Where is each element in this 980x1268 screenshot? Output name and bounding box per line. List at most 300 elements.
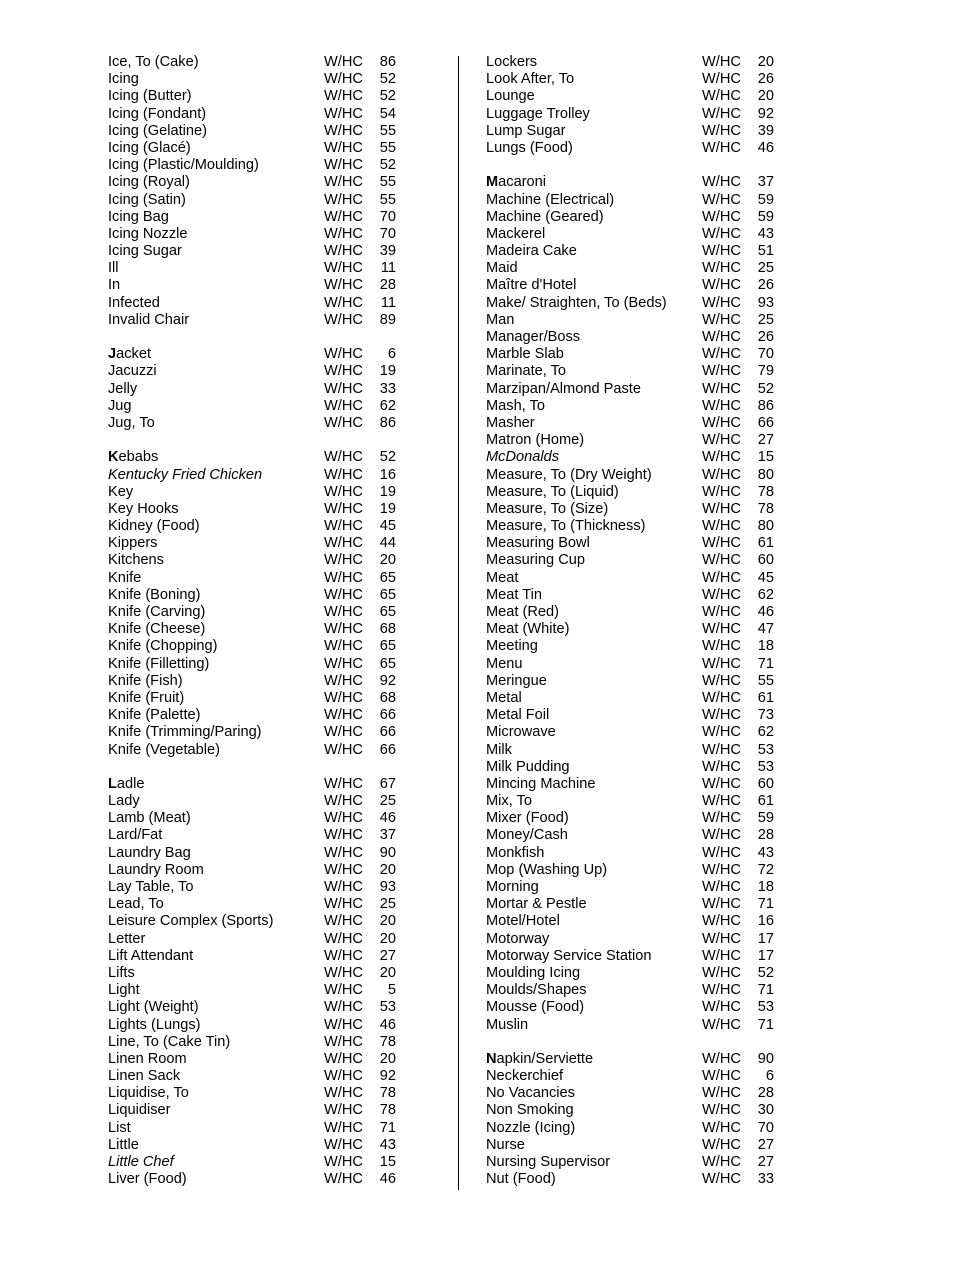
entry-term: Meringue [486,672,547,689]
entry-code: W/HC [702,535,741,552]
entry-page-number: 92 [379,672,396,689]
entry-page-number: 55 [757,672,774,689]
entry-term: Light (Weight) [108,999,199,1016]
entry-term: Monkfish [486,844,545,861]
entry-term: Measuring Cup [486,552,585,569]
entry-code: W/HC [324,500,363,517]
entry-page-number: 65 [379,638,396,655]
entry-page-number: 11 [380,294,396,311]
entry-code: W/HC [324,638,363,655]
entry-code: W/HC [324,380,363,397]
entry-code: W/HC [324,707,363,724]
entry-term: Jacket [108,346,152,363]
entry-code: W/HC [324,810,363,827]
entry-page-number: 43 [757,225,774,242]
entry-term: Icing [108,71,139,88]
entry-term: Milk Pudding [486,758,570,775]
entry-code: W/HC [702,552,741,569]
entry-page-number: 52 [379,157,396,174]
entry-code: W/HC [324,414,363,431]
entry-code: W/HC [324,466,363,483]
entry-code: W/HC [702,432,741,449]
entry-code: W/HC [324,913,363,930]
entry-page-number: 93 [379,879,396,895]
entry-code: W/HC [702,208,741,225]
entry-code: W/HC [324,586,363,603]
entry-code: W/HC [324,861,363,878]
entry-code: W/HC [702,724,741,741]
entry-term: Knife (Chopping) [108,638,218,655]
entry-term: Lungs (Food) [486,139,573,156]
entry-page-number: 20 [379,913,396,930]
entry-term: Moulds/Shapes [486,982,587,999]
entry-page-number: 5 [387,982,396,999]
entry-code: W/HC [324,999,363,1016]
entry-page-number: 55 [379,174,396,191]
entry-page-number: 26 [757,277,774,294]
entry-term: Meeting [486,638,538,655]
entry-term: Icing (Plastic/Moulding) [108,157,259,174]
section-initial: L [108,775,117,792]
entry-page-number: 71 [379,1119,396,1136]
entry-code: W/HC [324,1171,363,1188]
entry-code: W/HC [702,414,741,431]
entry-page-number: 28 [757,827,774,844]
entry-page-number: 80 [757,518,774,535]
entry-page-number: 19 [379,483,396,500]
entry-page-number: 65 [379,604,396,620]
entry-code: W/HC [702,861,741,878]
entry-term: Knife (Fruit) [108,689,185,706]
section-initial: N [486,1050,497,1067]
entry-term: Knife (Carving) [108,604,206,620]
entry-code: W/HC [324,449,363,466]
entry-term: Metal [486,689,522,706]
entry-term: Lights (Lungs) [108,1016,201,1033]
entry-page-number: 46 [379,1016,396,1033]
entry-code: W/HC [324,964,363,981]
entry-code: W/HC [324,122,363,139]
entry-term: Motorway Service Station [486,947,652,964]
entry-code: W/HC [324,363,363,380]
entry-page-number: 78 [757,483,774,500]
section-initial: M [486,174,499,191]
entry-term: Key [108,483,134,500]
entry-page-number: 20 [757,54,774,70]
entry-term: Knife (Vegetable) [108,741,220,758]
entry-code: W/HC [324,793,363,810]
entry-page-number: 78 [379,1102,396,1119]
section-initial: J [108,346,117,363]
entry-term: Liquidise, To [108,1085,189,1102]
entry-page-number: 78 [379,1085,396,1102]
entry-term: Mousse (Food) [486,999,585,1016]
entry-page-number: 6 [387,346,396,363]
entry-page-number: 60 [757,552,774,569]
entry-page-number: 6 [765,1068,774,1085]
entry-code: W/HC [324,483,363,500]
entry-term: Moulding Icing [486,964,581,981]
entry-code: W/HC [324,930,363,947]
entry-page-number: 66 [379,707,396,724]
entry-page-number: 61 [757,793,774,810]
entry-page-number: 70 [757,346,774,363]
entry-code: W/HC [324,672,363,689]
entry-code: W/HC [324,724,363,741]
entry-term: Knife (Filletting) [108,655,210,672]
entry-term: Icing (Fondant) [108,105,207,122]
entry-term: Menu [486,655,523,672]
entry-code: W/HC [324,1154,363,1170]
entry-code: W/HC [702,947,741,964]
entry-page-number: 78 [379,1033,396,1050]
entry-page-number: 90 [757,1050,774,1067]
entry-term: Motorway [486,930,550,947]
entry-page-number: 51 [757,243,774,260]
entry-term: Icing (Royal) [108,174,190,191]
entry-code: W/HC [702,122,741,139]
entry-term: Light [108,982,140,999]
entry-code: W/HC [702,689,741,706]
entry-page-number: 37 [379,827,396,844]
entry-page-number: 25 [379,896,396,913]
entry-code: W/HC [324,621,363,638]
entry-code: W/HC [324,1050,363,1067]
entry-term: Nut (Food) [486,1171,556,1188]
entry-code: W/HC [324,1136,363,1153]
entry-page-number: 16 [757,913,774,930]
entry-page-number: 66 [757,414,774,431]
column-divider [458,56,459,1190]
entry-page-number: 61 [757,689,774,706]
entry-page-number: 65 [379,586,396,603]
entry-page-number: 72 [757,861,774,878]
entry-term: Liver (Food) [108,1171,187,1188]
entry-page-number: 55 [379,139,396,156]
entry-page-number: 15 [757,449,774,466]
entry-page-number: 43 [379,1136,396,1153]
entry-term: Measure, To (Thickness) [486,518,646,535]
entry-term: Jacuzzi [108,363,157,380]
entry-page-number: 55 [379,191,396,208]
entry-code: W/HC [324,947,363,964]
entry-term: Machine (Geared) [486,208,604,225]
entry-code: W/HC [702,1171,741,1188]
entry-code: W/HC [324,655,363,672]
entry-term: Leisure Complex (Sports) [108,913,274,930]
entry-code: W/HC [324,208,363,225]
entry-page-number: 20 [379,1050,396,1067]
entry-page-number: 17 [757,947,774,964]
entry-code: W/HC [702,500,741,517]
entry-code: W/HC [702,294,741,311]
entry-term: Measuring Bowl [486,535,590,552]
entry-term: Microwave [486,724,556,741]
entry-page-number: 20 [379,861,396,878]
entry-code: W/HC [324,535,363,552]
entry-code: W/HC [702,71,741,88]
entry-page-number: 20 [379,930,396,947]
entry-code: W/HC [702,1016,741,1033]
entry-page-number: 59 [757,191,774,208]
entry-code: W/HC [324,604,363,620]
entry-page-number: 39 [379,243,396,260]
entry-page-number: 28 [379,277,396,294]
entry-page-number: 46 [379,810,396,827]
entry-code: W/HC [702,260,741,277]
entry-term: Madeira Cake [486,243,577,260]
entry-page-number: 27 [757,1136,774,1153]
entry-term: Measure, To (Liquid) [486,483,619,500]
entry-page-number: 30 [757,1102,774,1119]
entry-term: Napkin/Serviette [486,1050,594,1067]
entry-term: Lead, To [108,896,164,913]
entry-code: W/HC [324,879,363,895]
entry-term: Luggage Trolley [486,105,590,122]
entry-term: Money/Cash [486,827,568,844]
entry-page-number: 62 [379,397,396,414]
entry-code: W/HC [702,483,741,500]
entry-code: W/HC [324,260,363,277]
entry-page-number: 27 [757,1154,774,1170]
entry-term: Liquidiser [108,1102,171,1119]
entry-page-number: 20 [379,964,396,981]
entry-page-number: 47 [757,621,774,638]
entry-code: W/HC [702,449,741,466]
entry-term: Mortar & Pestle [486,896,587,913]
entry-code: W/HC [702,844,741,861]
entry-page-number: 89 [379,311,396,328]
entry-code: W/HC [702,243,741,260]
entry-term: Jug, To [108,414,155,431]
entry-code: W/HC [702,191,741,208]
entry-term: Lady [108,793,140,810]
entry-code: W/HC [324,827,363,844]
entry-page-number: 46 [757,139,774,156]
entry-code: W/HC [324,157,363,174]
entry-page-number: 46 [757,604,774,620]
entry-term: Nursing Supervisor [486,1154,611,1170]
entry-page-number: 92 [757,105,774,122]
entry-code: W/HC [324,775,363,792]
entry-page-number: 52 [379,449,396,466]
entry-code: W/HC [702,982,741,999]
entry-code: W/HC [702,810,741,827]
entry-page-number: 53 [757,741,774,758]
entry-term: Knife [108,569,142,586]
entry-page-number: 68 [379,689,396,706]
entry-page-number: 79 [757,363,774,380]
entry-term: Knife (Boning) [108,586,201,603]
entry-term: In [108,277,121,294]
entry-code: W/HC [324,105,363,122]
entry-page-number: 86 [379,54,396,70]
entry-term: Measure, To (Dry Weight) [486,466,652,483]
entry-page-number: 71 [757,896,774,913]
entry-code: W/HC [324,294,363,311]
entry-term: Man [486,311,515,328]
entry-term: Icing (Satin) [108,191,186,208]
entry-term: McDonalds [486,449,559,466]
entry-term: Manager/Boss [486,329,581,345]
entry-code: W/HC [702,672,741,689]
entry-page-number: 20 [379,552,396,569]
entry-page-number: 67 [379,775,396,792]
entry-term: Measure, To (Size) [486,500,609,517]
entry-term: Metal Foil [486,707,550,724]
entry-term: Lard/Fat [108,827,163,844]
entry-page-number: 68 [379,621,396,638]
entry-page-number: 86 [757,397,774,414]
entry-term: Maître d'Hotel [486,277,577,294]
entry-code: W/HC [702,1136,741,1153]
entry-page-number: 59 [757,810,774,827]
entry-code: W/HC [324,569,363,586]
entry-code: W/HC [702,1154,741,1170]
entry-code: W/HC [702,569,741,586]
entry-page-number: 37 [757,174,774,191]
entry-term: Jelly [108,380,138,397]
entry-term: Non Smoking [486,1102,574,1119]
entry-code: W/HC [324,88,363,105]
entry-page-number: 26 [757,71,774,88]
entry-term: Knife (Cheese) [108,621,206,638]
entry-term: Lift Attendant [108,947,194,964]
entry-code: W/HC [702,1102,741,1119]
entry-code: W/HC [702,621,741,638]
entry-term: Mincing Machine [486,775,596,792]
entry-code: W/HC [324,139,363,156]
entry-page-number: 20 [757,88,774,105]
entry-page-number: 90 [379,844,396,861]
entry-code: W/HC [702,466,741,483]
entry-term: Mop (Washing Up) [486,861,608,878]
entry-term: Neckerchief [486,1068,564,1085]
entry-page-number: 19 [379,500,396,517]
entry-page-number: 45 [379,518,396,535]
entry-code: W/HC [702,380,741,397]
entry-page-number: 18 [757,879,774,895]
entry-term: Ill [108,260,119,277]
entry-term: Icing (Glacé) [108,139,191,156]
entry-page-number: 59 [757,208,774,225]
entry-term: Line, To (Cake Tin) [108,1033,231,1050]
entry-page-number: 80 [757,466,774,483]
entry-page-number: 53 [757,758,774,775]
entry-code: W/HC [702,655,741,672]
entry-code: W/HC [324,1085,363,1102]
entry-page-number: 71 [757,1016,774,1033]
entry-term: Icing (Gelatine) [108,122,207,139]
entry-term: Ice, To (Cake) [108,54,199,70]
entry-code: W/HC [702,225,741,242]
entry-code: W/HC [702,930,741,947]
entry-code: W/HC [324,1119,363,1136]
entry-term: Lounge [486,88,535,105]
entry-term: Jug [108,397,132,414]
entry-page-number: 52 [379,71,396,88]
entry-code: W/HC [702,329,741,345]
entry-page-number: 27 [379,947,396,964]
entry-term: Kebabs [108,449,159,466]
entry-code: W/HC [324,741,363,758]
entry-term: Mash, To [486,397,545,414]
entry-page-number: 92 [379,1068,396,1085]
entry-code: W/HC [702,638,741,655]
entry-term: Maid [486,260,518,277]
entry-term: Mix, To [486,793,532,810]
entry-code: W/HC [324,174,363,191]
entry-code: W/HC [324,54,363,70]
entry-page-number: 33 [379,380,396,397]
entry-page-number: 25 [757,311,774,328]
entry-code: W/HC [702,999,741,1016]
entry-term: Invalid Chair [108,311,190,328]
entry-term: Meat [486,569,519,586]
entry-page-number: 16 [379,466,396,483]
entry-term: Macaroni [486,174,547,191]
entry-page-number: 39 [757,122,774,139]
entry-term: Lifts [108,964,135,981]
entry-page-number: 25 [379,793,396,810]
entry-term: Letter [108,930,146,947]
entry-code: W/HC [324,896,363,913]
entry-term: Linen Room [108,1050,187,1067]
entry-term: Marble Slab [486,346,564,363]
entry-code: W/HC [702,879,741,895]
entry-term: Ladle [108,775,145,792]
entry-page-number: 86 [379,414,396,431]
entry-code: W/HC [702,1085,741,1102]
entry-term: Lump Sugar [486,122,566,139]
entry-term: Icing (Butter) [108,88,192,105]
entry-page-number: 52 [757,380,774,397]
entry-term: Marzipan/Almond Paste [486,380,641,397]
entry-page-number: 43 [757,844,774,861]
entry-page-number: 70 [379,225,396,242]
entry-code: W/HC [324,689,363,706]
entry-code: W/HC [702,346,741,363]
entry-page-number: 19 [379,363,396,380]
entry-page-number: 62 [757,724,774,741]
entry-code: W/HC [702,1050,741,1067]
entry-page-number: 25 [757,260,774,277]
entry-term: Knife (Palette) [108,707,201,724]
entry-term: Meat (Red) [486,604,559,620]
entry-page-number: 53 [379,999,396,1016]
entry-page-number: 70 [757,1119,774,1136]
entry-term: Marinate, To [486,363,567,380]
entry-term: List [108,1119,131,1136]
entry-term: Morning [486,879,539,895]
entry-code: W/HC [702,54,741,70]
entry-term: Knife (Fish) [108,672,183,689]
entry-code: W/HC [702,105,741,122]
entry-code: W/HC [702,758,741,775]
entry-page-number: 46 [379,1171,396,1188]
entry-code: W/HC [702,363,741,380]
entry-page-number: 53 [757,999,774,1016]
entry-code: W/HC [324,346,363,363]
entry-code: W/HC [324,1033,363,1050]
entry-term: Meat Tin [486,586,542,603]
entry-page-number: 73 [757,707,774,724]
entry-code: W/HC [702,741,741,758]
entry-page-number: 66 [379,741,396,758]
entry-term: Little [108,1136,139,1153]
entry-term: Lamb (Meat) [108,810,191,827]
entry-code: W/HC [324,225,363,242]
